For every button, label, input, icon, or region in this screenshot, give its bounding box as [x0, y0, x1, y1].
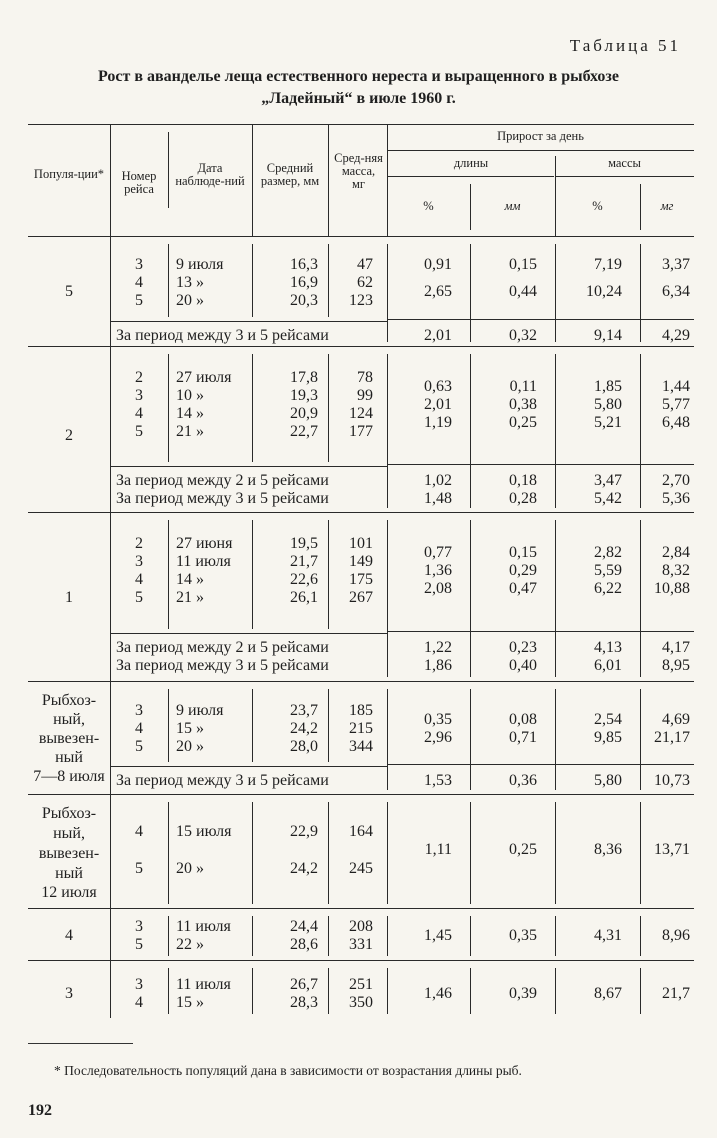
period-length-mm-cell: 0,28 — [509, 490, 537, 507]
mean-size-cell: 24,4 — [290, 918, 318, 935]
population-label: вывезен- — [38, 730, 100, 747]
header-population: Популя-ции* — [33, 167, 105, 181]
length-gain-mm-cell: 0,35 — [509, 927, 537, 944]
column-rule — [555, 520, 556, 677]
column-rule — [387, 968, 388, 1014]
length-gain-percent-cell: 1,11 — [424, 841, 452, 858]
header-column-rule — [110, 124, 111, 236]
mean-size-cell: 20,3 — [290, 292, 318, 309]
header-column-rule — [555, 156, 556, 236]
length-gain-mm-cell: 0,11 — [509, 378, 537, 395]
length-gain-mm-cell: 0,25 — [509, 414, 537, 431]
column-rule — [252, 802, 253, 904]
observation-date-cell: 11 июля — [176, 976, 231, 993]
mean-size-cell: 16,9 — [290, 274, 318, 291]
mass-gain-mg-cell: 5,77 — [662, 396, 690, 413]
mass-gain-mg-cell: 6,34 — [662, 283, 690, 300]
mean-size-cell: 19,3 — [290, 387, 318, 404]
header-mean-size: Средний размер, мм — [260, 161, 320, 188]
period-rule — [387, 319, 694, 320]
mean-size-cell: 22,7 — [290, 423, 318, 440]
column-rule — [387, 244, 388, 342]
period-length-mm-cell: 0,36 — [509, 772, 537, 789]
header-length: длины — [453, 156, 489, 170]
column-rule — [640, 802, 641, 904]
mass-gain-percent-cell: 6,22 — [594, 580, 622, 597]
column-rule — [328, 244, 329, 317]
trip-number-cell: 3 — [135, 387, 143, 404]
length-gain-percent-cell: 1,46 — [424, 985, 452, 1002]
column-rule — [387, 689, 388, 790]
mass-gain-percent-cell: 9,85 — [594, 729, 622, 746]
trip-number-cell: 3 — [135, 702, 143, 719]
mean-mass-cell: 185 — [349, 702, 373, 719]
group-separator — [28, 681, 694, 682]
header-subrule — [555, 176, 694, 177]
mass-gain-mg-cell: 21,17 — [654, 729, 690, 746]
period-mass-percent-cell: 3,47 — [594, 472, 622, 489]
mean-mass-cell: 267 — [349, 589, 373, 606]
period-rule — [110, 466, 387, 467]
population-label: 5 — [65, 283, 73, 300]
column-rule — [470, 689, 471, 790]
observation-date-cell: 11 июля — [176, 553, 231, 570]
mean-size-cell: 21,7 — [290, 553, 318, 570]
length-gain-mm-cell: 0,44 — [509, 283, 537, 300]
period-label: За период между 3 и 5 рейсами — [116, 657, 329, 674]
observation-date-cell: 14 » — [176, 571, 204, 588]
trip-number-cell: 4 — [135, 405, 143, 422]
mean-mass-cell: 175 — [349, 571, 373, 588]
period-length-mm-cell: 0,23 — [509, 639, 537, 656]
header-column-rule — [640, 184, 641, 230]
mean-size-cell: 22,6 — [290, 571, 318, 588]
period-mass-mg-cell: 10,73 — [654, 772, 690, 789]
mass-gain-percent-cell: 2,82 — [594, 544, 622, 561]
header-mass-percent: % — [592, 199, 603, 213]
mean-size-cell: 19,5 — [290, 535, 318, 552]
observation-date-cell: 13 » — [176, 274, 204, 291]
table-title-line-2: „Ладейный“ в июле 1960 г. — [261, 90, 456, 107]
period-length-percent-cell: 1,02 — [424, 472, 452, 489]
mass-gain-percent-cell: 7,19 — [594, 256, 622, 273]
column-rule — [168, 244, 169, 317]
mean-mass-cell: 47 — [357, 256, 373, 273]
period-length-mm-cell: 0,32 — [509, 327, 537, 344]
trip-number-cell: 4 — [135, 274, 143, 291]
length-gain-percent-cell: 1,19 — [424, 414, 452, 431]
period-length-percent-cell: 1,48 — [424, 490, 452, 507]
header-column-rule — [168, 132, 169, 208]
trip-number-cell: 4 — [135, 720, 143, 737]
period-label: За период между 2 и 5 рейсами — [116, 639, 329, 656]
period-label: За период между 3 и 5 рейсами — [116, 490, 329, 507]
observation-date-cell: 10 » — [176, 387, 204, 404]
column-rule — [640, 520, 641, 677]
mass-gain-mg-cell: 3,37 — [662, 256, 690, 273]
column-rule — [470, 916, 471, 956]
length-gain-percent-cell: 0,63 — [424, 378, 452, 395]
mass-gain-percent-cell: 10,24 — [586, 283, 622, 300]
mean-mass-cell: 215 — [349, 720, 373, 737]
column-rule — [328, 968, 329, 1014]
column-rule — [555, 802, 556, 904]
trip-number-cell: 2 — [135, 369, 143, 386]
observation-date-cell: 15 июля — [176, 823, 232, 840]
mass-gain-mg-cell: 2,84 — [662, 544, 690, 561]
period-length-percent-cell: 2,01 — [424, 327, 452, 344]
mean-mass-cell: 101 — [349, 535, 373, 552]
group-separator — [28, 512, 694, 513]
column-rule — [252, 689, 253, 762]
length-gain-mm-cell: 0,25 — [509, 841, 537, 858]
mean-mass-cell: 149 — [349, 553, 373, 570]
length-gain-percent-cell: 0,77 — [424, 544, 452, 561]
period-mass-mg-cell: 5,36 — [662, 490, 690, 507]
header-mass-mg: мг — [660, 199, 674, 213]
mean-mass-cell: 123 — [349, 292, 373, 309]
length-gain-mm-cell: 0,29 — [509, 562, 537, 579]
mean-mass-cell: 344 — [349, 738, 373, 755]
header-length-percent: % — [423, 199, 434, 213]
length-gain-percent-cell: 1,36 — [424, 562, 452, 579]
length-gain-percent-cell: 0,91 — [424, 256, 452, 273]
column-rule — [252, 916, 253, 956]
period-rule — [110, 321, 387, 322]
column-rule — [640, 244, 641, 342]
population-label: ный, — [53, 825, 85, 842]
population-label: ный — [55, 865, 83, 882]
length-gain-percent-cell: 0,35 — [424, 711, 452, 728]
mean-size-cell: 28,0 — [290, 738, 318, 755]
mass-gain-percent-cell: 5,80 — [594, 396, 622, 413]
period-rule — [387, 631, 694, 632]
group-separator — [28, 346, 694, 347]
mean-mass-cell: 78 — [357, 369, 373, 386]
column-rule — [110, 236, 111, 346]
column-rule — [252, 354, 253, 462]
mass-gain-percent-cell: 8,67 — [594, 985, 622, 1002]
column-rule — [555, 689, 556, 790]
column-rule — [470, 354, 471, 508]
length-gain-mm-cell: 0,71 — [509, 729, 537, 746]
column-rule — [168, 689, 169, 762]
column-rule — [328, 354, 329, 462]
period-length-percent-cell: 1,53 — [424, 772, 452, 789]
population-label: Рыбхоз- — [41, 692, 97, 709]
group-separator — [28, 794, 694, 795]
column-rule — [470, 244, 471, 342]
column-rule — [555, 354, 556, 508]
mass-gain-mg-cell: 13,71 — [654, 841, 690, 858]
period-mass-percent-cell: 6,01 — [594, 657, 622, 674]
column-rule — [110, 346, 111, 512]
column-rule — [110, 512, 111, 681]
mass-gain-mg-cell: 6,48 — [662, 414, 690, 431]
mean-mass-cell: 208 — [349, 918, 373, 935]
observation-date-cell: 15 » — [176, 994, 204, 1011]
footnote-rule — [28, 1043, 133, 1044]
table-label: Таблица 51 — [569, 36, 681, 55]
population-label: 12 июля — [41, 884, 97, 901]
trip-number-cell: 5 — [135, 423, 143, 440]
period-rule — [110, 633, 387, 634]
trip-number-cell: 3 — [135, 553, 143, 570]
mean-size-cell: 26,7 — [290, 976, 318, 993]
header-column-rule — [387, 124, 388, 236]
column-rule — [168, 520, 169, 629]
population-label: 2 — [65, 427, 73, 444]
column-rule — [555, 244, 556, 342]
mass-gain-mg-cell: 10,88 — [654, 580, 690, 597]
length-gain-percent-cell: 2,01 — [424, 396, 452, 413]
population-label: 4 — [65, 927, 73, 944]
observation-date-cell: 21 » — [176, 589, 204, 606]
period-mass-percent-cell: 9,14 — [594, 327, 622, 344]
period-length-percent-cell: 1,22 — [424, 639, 452, 656]
length-gain-mm-cell: 0,08 — [509, 711, 537, 728]
header-top-rule — [28, 124, 694, 125]
column-rule — [470, 802, 471, 904]
column-rule — [555, 916, 556, 956]
period-mass-mg-cell: 4,17 — [662, 639, 690, 656]
column-rule — [640, 689, 641, 790]
mean-size-cell: 16,3 — [290, 256, 318, 273]
column-rule — [387, 916, 388, 956]
period-length-mm-cell: 0,18 — [509, 472, 537, 489]
column-rule — [168, 802, 169, 904]
mean-mass-cell: 350 — [349, 994, 373, 1011]
mean-size-cell: 23,7 — [290, 702, 318, 719]
mean-mass-cell: 177 — [349, 423, 373, 440]
mass-gain-mg-cell: 8,32 — [662, 562, 690, 579]
observation-date-cell: 20 » — [176, 292, 204, 309]
header-trip-number: Номер рейса — [121, 169, 157, 196]
header-observation-date: Дата наблюде-ний — [175, 161, 245, 188]
population-label: вывезен- — [38, 845, 100, 862]
column-rule — [252, 968, 253, 1014]
column-rule — [470, 968, 471, 1014]
header-daily-gain: Прирост за день — [497, 129, 584, 143]
column-rule — [328, 802, 329, 904]
population-label: ный — [55, 749, 83, 766]
column-rule — [555, 968, 556, 1014]
trip-number-cell: 4 — [135, 571, 143, 588]
period-mass-mg-cell: 4,29 — [662, 327, 690, 344]
population-label: Рыбхоз- — [41, 805, 97, 822]
trip-number-cell: 5 — [135, 589, 143, 606]
column-rule — [387, 802, 388, 904]
column-rule — [470, 520, 471, 677]
mean-mass-cell: 251 — [349, 976, 373, 993]
mean-mass-cell: 99 — [357, 387, 373, 404]
length-gain-mm-cell: 0,38 — [509, 396, 537, 413]
period-label: За период между 3 и 5 рейсами — [116, 327, 329, 344]
column-rule — [110, 794, 111, 908]
footnote: * Последовательность популяций дана в зависимости от возрастания длины рыб. — [54, 1063, 522, 1078]
mean-size-cell: 24,2 — [290, 720, 318, 737]
period-mass-mg-cell: 2,70 — [662, 472, 690, 489]
period-length-mm-cell: 0,40 — [509, 657, 537, 674]
period-length-percent-cell: 1,86 — [424, 657, 452, 674]
period-rule — [387, 764, 694, 765]
column-rule — [110, 960, 111, 1018]
population-label: 1 — [65, 589, 73, 606]
observation-date-cell: 27 июня — [176, 535, 233, 552]
observation-date-cell: 9 июля — [176, 256, 224, 273]
length-gain-percent-cell: 2,08 — [424, 580, 452, 597]
mass-gain-percent-cell: 2,54 — [594, 711, 622, 728]
observation-date-cell: 9 июля — [176, 702, 224, 719]
trip-number-cell: 3 — [135, 976, 143, 993]
column-rule — [328, 916, 329, 956]
column-rule — [110, 681, 111, 794]
mass-gain-mg-cell: 1,44 — [662, 378, 690, 395]
length-gain-percent-cell: 2,96 — [424, 729, 452, 746]
population-label: 3 — [65, 985, 73, 1002]
column-rule — [387, 520, 388, 677]
mean-size-cell: 26,1 — [290, 589, 318, 606]
header-subrule — [387, 150, 694, 151]
column-rule — [640, 968, 641, 1014]
period-rule — [110, 766, 387, 767]
column-rule — [387, 354, 388, 508]
mean-mass-cell: 164 — [349, 823, 373, 840]
observation-date-cell: 20 » — [176, 738, 204, 755]
observation-date-cell: 15 » — [176, 720, 204, 737]
observation-date-cell: 27 июля — [176, 369, 232, 386]
mean-mass-cell: 124 — [349, 405, 373, 422]
observation-date-cell: 22 » — [176, 936, 204, 953]
column-rule — [168, 916, 169, 956]
mean-size-cell: 24,2 — [290, 860, 318, 877]
length-gain-mm-cell: 0,15 — [509, 256, 537, 273]
mean-size-cell: 28,3 — [290, 994, 318, 1011]
length-gain-percent-cell: 2,65 — [424, 283, 452, 300]
column-rule — [328, 520, 329, 629]
length-gain-mm-cell: 0,15 — [509, 544, 537, 561]
trip-number-cell: 3 — [135, 918, 143, 935]
mass-gain-percent-cell: 1,85 — [594, 378, 622, 395]
column-rule — [252, 520, 253, 629]
column-rule — [640, 354, 641, 508]
length-gain-mm-cell: 0,47 — [509, 580, 537, 597]
trip-number-cell: 5 — [135, 936, 143, 953]
header-column-rule — [252, 124, 253, 236]
header-subrule — [387, 176, 554, 177]
mean-mass-cell: 62 — [357, 274, 373, 291]
period-mass-percent-cell: 4,13 — [594, 639, 622, 656]
mean-mass-cell: 245 — [349, 860, 373, 877]
mass-gain-percent-cell: 5,21 — [594, 414, 622, 431]
column-rule — [168, 968, 169, 1014]
observation-date-cell: 20 » — [176, 860, 204, 877]
mass-gain-mg-cell: 8,96 — [662, 927, 690, 944]
group-separator — [28, 908, 694, 909]
period-mass-percent-cell: 5,80 — [594, 772, 622, 789]
observation-date-cell: 21 » — [176, 423, 204, 440]
period-label: За период между 2 и 5 рейсами — [116, 472, 329, 489]
period-label: За период между 3 и 5 рейсами — [116, 772, 329, 789]
trip-number-cell: 5 — [135, 860, 143, 877]
column-rule — [110, 908, 111, 960]
trip-number-cell: 4 — [135, 994, 143, 1011]
period-mass-percent-cell: 5,42 — [594, 490, 622, 507]
column-rule — [640, 916, 641, 956]
trip-number-cell: 3 — [135, 256, 143, 273]
mean-mass-cell: 331 — [349, 936, 373, 953]
mass-gain-percent-cell: 5,59 — [594, 562, 622, 579]
header-mass: массы — [608, 156, 641, 170]
length-gain-percent-cell: 1,45 — [424, 927, 452, 944]
header-column-rule — [470, 184, 471, 230]
observation-date-cell: 14 » — [176, 405, 204, 422]
header-bottom-rule — [28, 236, 694, 237]
column-rule — [328, 689, 329, 762]
mass-gain-percent-cell: 4,31 — [594, 927, 622, 944]
trip-number-cell: 2 — [135, 535, 143, 552]
trip-number-cell: 4 — [135, 823, 143, 840]
trip-number-cell: 5 — [135, 292, 143, 309]
page-number: 192 — [28, 1102, 52, 1119]
mass-gain-percent-cell: 8,36 — [594, 841, 622, 858]
observation-date-cell: 11 июля — [176, 918, 231, 935]
group-separator — [28, 960, 694, 961]
header-mean-mass: Сред-няя масса, мг — [334, 151, 383, 191]
column-rule — [168, 354, 169, 462]
column-rule — [252, 244, 253, 317]
length-gain-mm-cell: 0,39 — [509, 985, 537, 1002]
mean-size-cell: 20,9 — [290, 405, 318, 422]
mass-gain-mg-cell: 21,7 — [662, 985, 690, 1002]
period-rule — [387, 464, 694, 465]
mass-gain-mg-cell: 4,69 — [662, 711, 690, 728]
population-label: ный, — [53, 711, 85, 728]
mean-size-cell: 22,9 — [290, 823, 318, 840]
table-title-line-1: Рост в аванделье леща естественного нереста и выращенного в рыбхозе — [98, 68, 619, 85]
population-label: 7—8 июля — [33, 768, 105, 785]
mean-size-cell: 28,6 — [290, 936, 318, 953]
header-column-rule — [328, 124, 329, 236]
header-length-mm: мм — [504, 199, 521, 213]
mean-size-cell: 17,8 — [290, 369, 318, 386]
trip-number-cell: 5 — [135, 738, 143, 755]
period-mass-mg-cell: 8,95 — [662, 657, 690, 674]
